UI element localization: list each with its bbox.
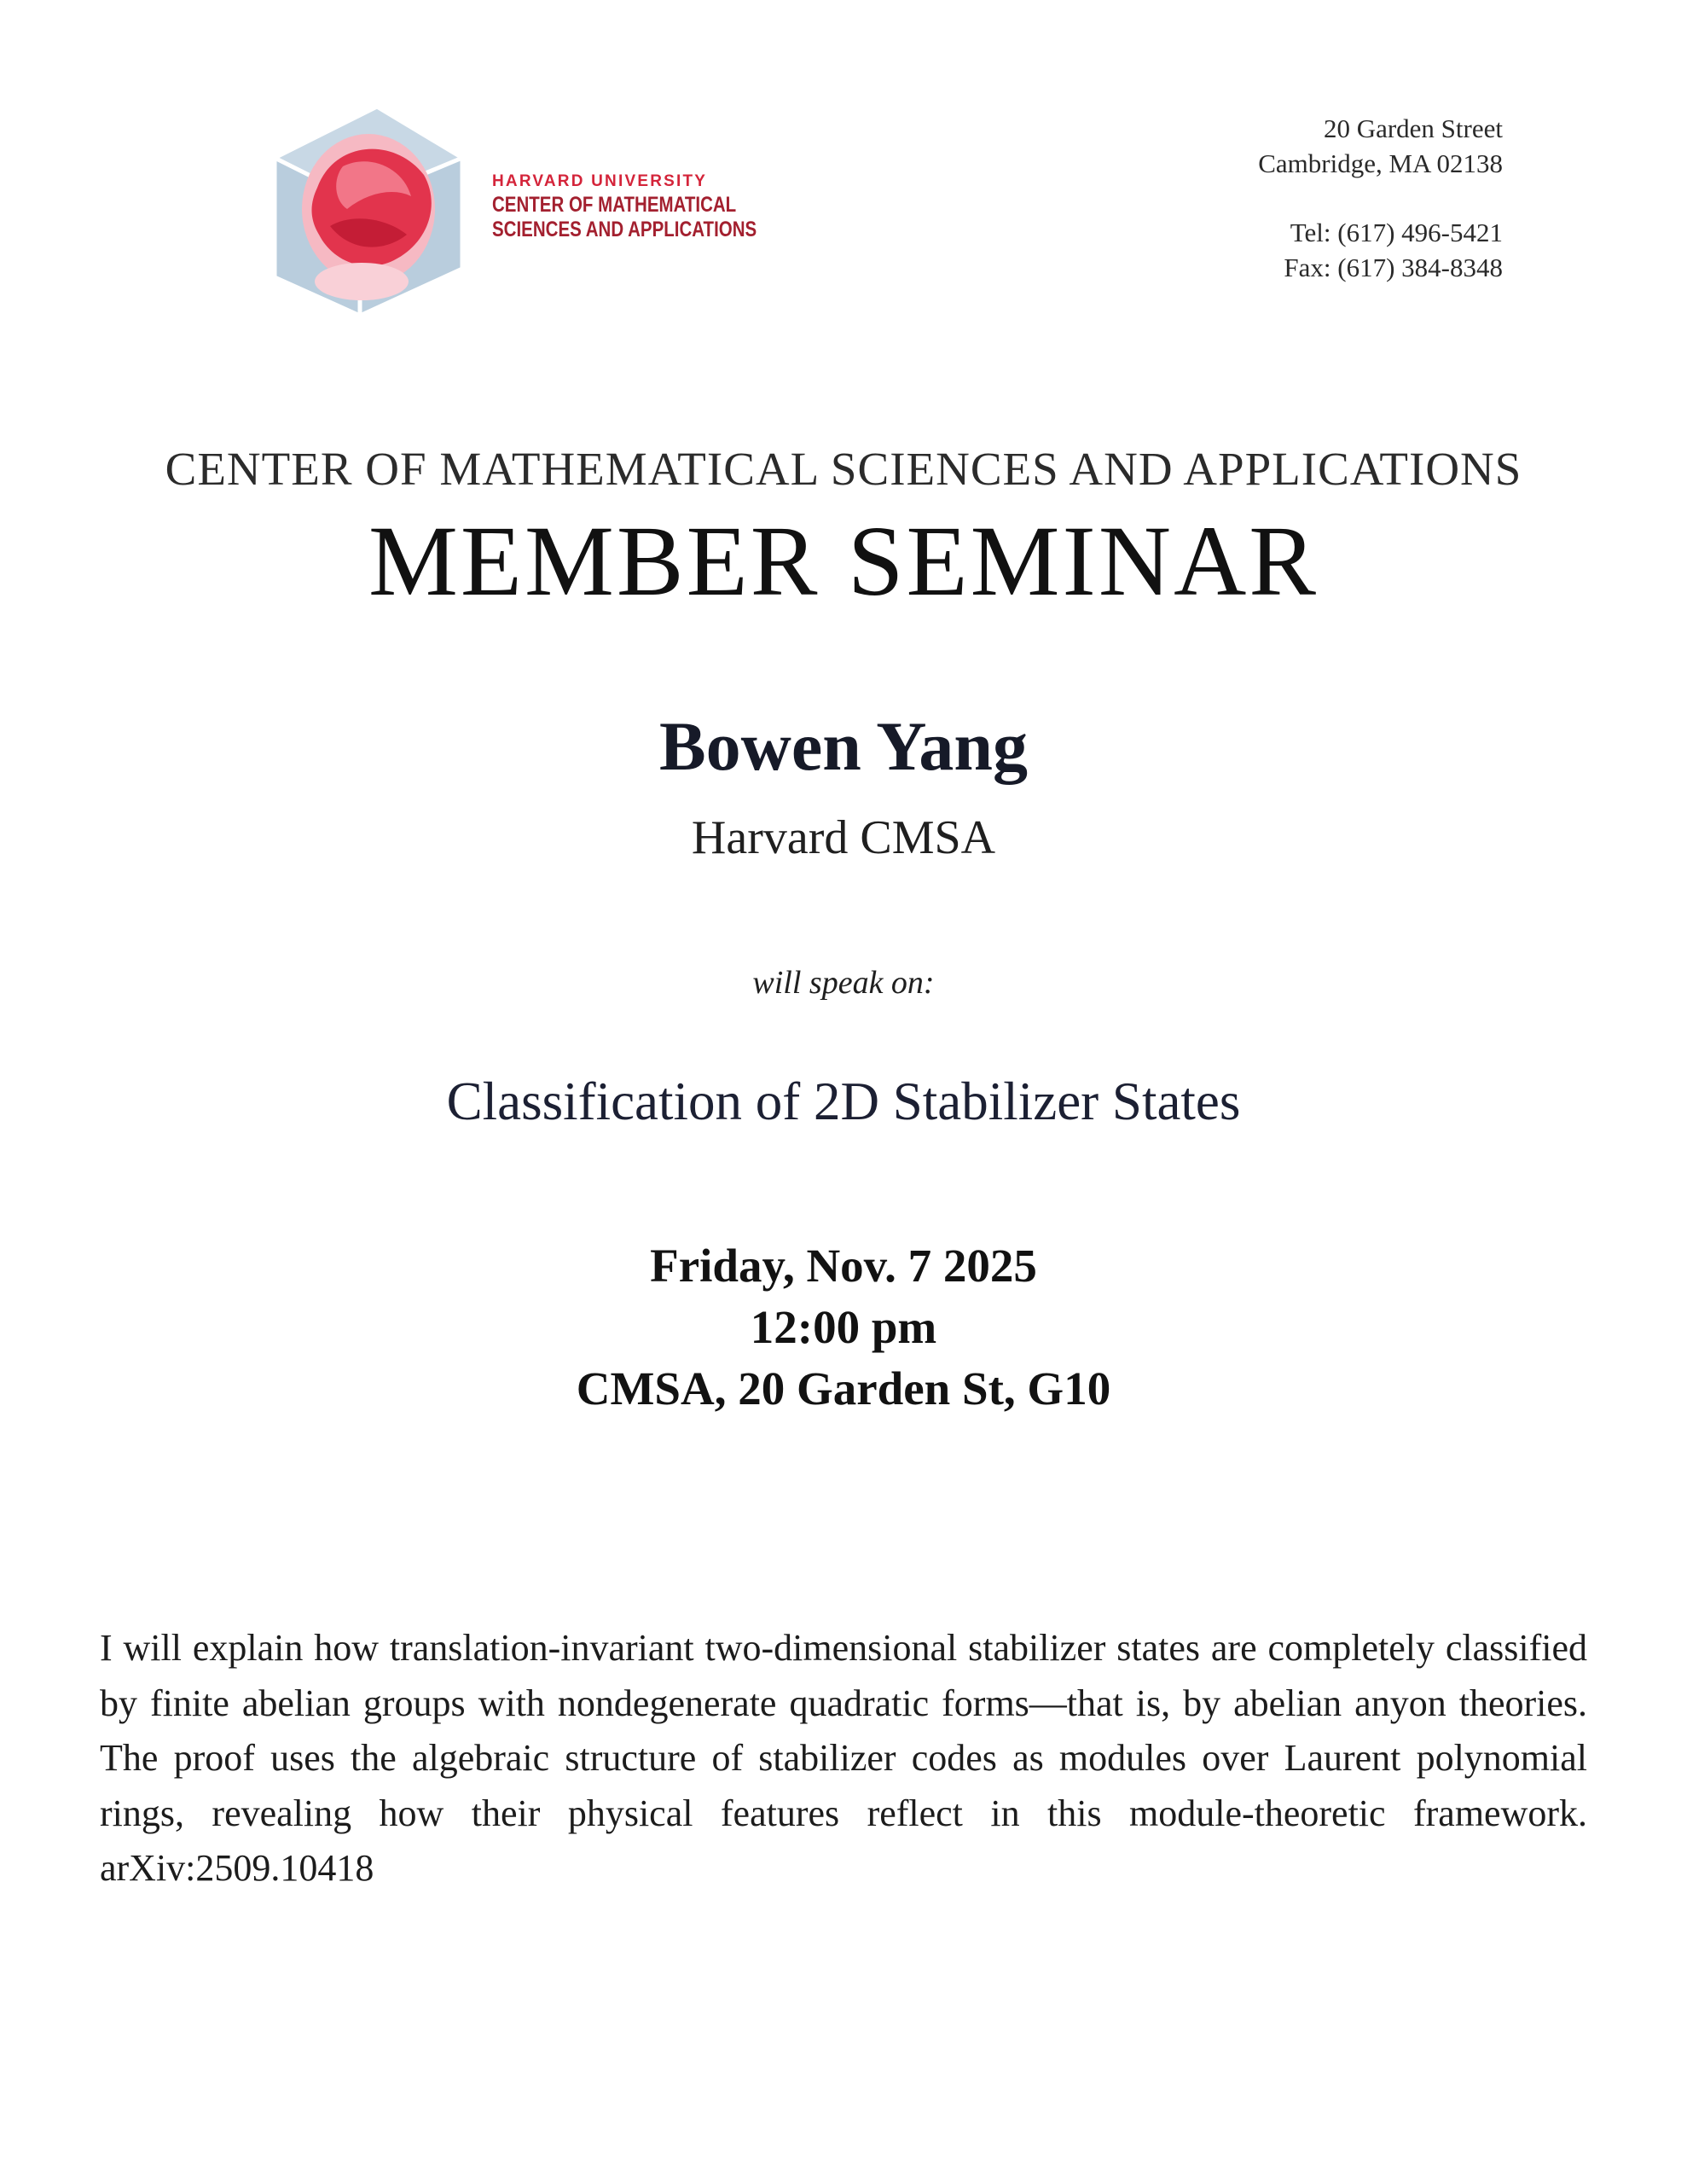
center-name: CENTER OF MATHEMATICAL SCIENCES AND APPLICATIONS [165, 443, 1522, 495]
address-fax: Fax: (617) 384-8348 [1284, 253, 1503, 282]
event-time: 12:00 pm [750, 1301, 937, 1353]
logo-university: HARVARD UNIVERSITY [492, 172, 708, 190]
cube-logo-icon [266, 107, 479, 320]
speaker-name: Bowen Yang [658, 707, 1029, 785]
logo-line-2: SCIENCES AND APPLICATIONS [492, 218, 757, 241]
logo-line-1: CENTER OF MATHEMATICAL [492, 193, 737, 217]
seminar-title: MEMBER SEMINAR [368, 505, 1319, 617]
talk-title: Classification of 2D Stabilizer States [446, 1072, 1241, 1131]
event-date: Friday, Nov. 7 2025 [650, 1240, 1037, 1292]
event-location: CMSA, 20 Garden St, G10 [576, 1362, 1111, 1414]
abstract-text: I will explain how translation-invariant two-dimensional stabilizer states are completely classified by finite abelian groups with nondegenerate quadratic forms—that is, by abelian anyon theories. The proof uses the algebraic structure of stabilizer codes as modules over Laurent polynomial rings, revealing how their physical features reflect in this module-theoretic framework. arXiv:2509.10418 [100, 1627, 1587, 1889]
speaker-affiliation: Harvard CMSA [691, 811, 996, 864]
logo-wordmark [492, 173, 815, 244]
contact-address [1258, 111, 1503, 285]
address-tel: Tel: (617) 496-5421 [1290, 218, 1503, 247]
speak-on-label: will speak on: [752, 965, 935, 1001]
event-details [0, 1235, 1687, 1420]
address-city: Cambridge, MA 02138 [1258, 148, 1503, 178]
cmsa-logo [266, 107, 778, 320]
address-street: 20 Garden Street [1323, 113, 1503, 143]
